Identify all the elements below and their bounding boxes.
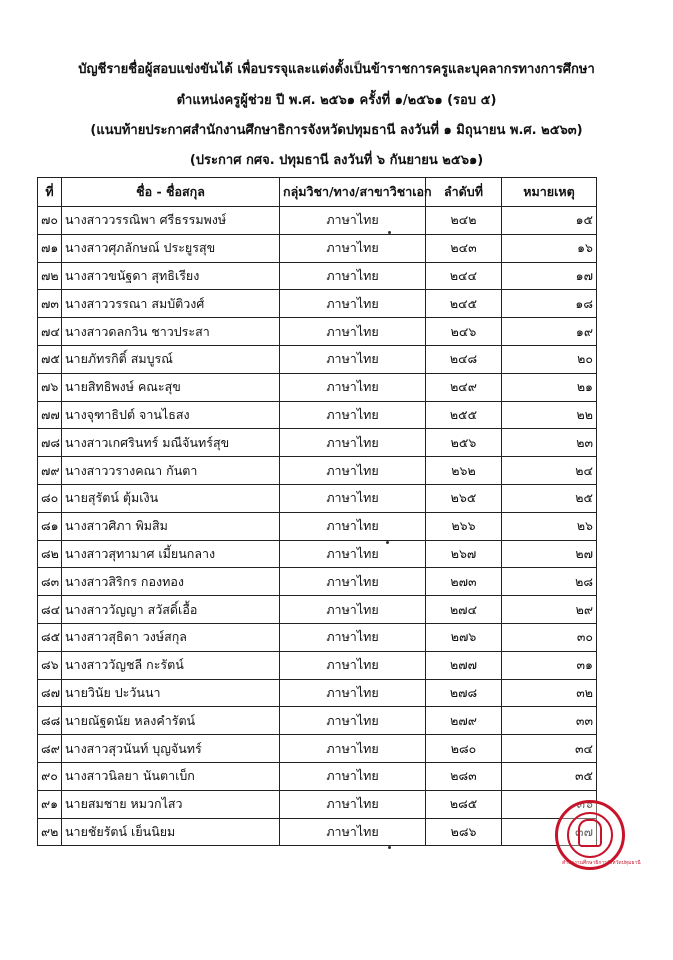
cell-rank: ๒๖๖ <box>426 512 502 540</box>
cell-no: ๘๐ <box>38 484 62 512</box>
cell-name: นางสาวเกศรินทร์ มณีจันทร์สุข <box>62 429 280 457</box>
cell-note: ๒๖ <box>502 512 597 540</box>
cell-no: ๗๘ <box>38 429 62 457</box>
cell-no: ๘๕ <box>38 623 62 651</box>
table-row <box>38 484 597 512</box>
cell-subject: ภาษาไทย <box>280 457 426 485</box>
cell-no: ๗๒ <box>38 262 62 290</box>
cell-subject: ภาษาไทย <box>280 762 426 790</box>
cell-rank: ๒๔๔ <box>426 262 502 290</box>
table-row <box>38 512 597 540</box>
cell-no: ๘๖ <box>38 651 62 679</box>
cell-rank: ๒๕๕ <box>426 401 502 429</box>
scan-speck <box>388 846 391 849</box>
cell-note: ๓๔ <box>502 735 597 763</box>
cell-no: ๘๔ <box>38 596 62 624</box>
cell-rank: ๒๗๗ <box>426 651 502 679</box>
candidate-table <box>37 177 597 846</box>
cell-subject: ภาษาไทย <box>280 234 426 262</box>
cell-no: ๗๗ <box>38 401 62 429</box>
column-header-name: ชื่อ - ชื่อสกุล <box>62 178 280 207</box>
cell-rank: ๒๕๖ <box>426 429 502 457</box>
cell-subject: ภาษาไทย <box>280 818 426 846</box>
table-row <box>38 345 597 373</box>
cell-note: ๒๙ <box>502 596 597 624</box>
cell-note: ๒๔ <box>502 457 597 485</box>
cell-name: นางสาววรางคณา กันตา <box>62 457 280 485</box>
cell-no: ๗๐ <box>38 207 62 235</box>
cell-note: ๑๙ <box>502 318 597 346</box>
cell-rank: ๒๔๒ <box>426 207 502 235</box>
table-row <box>38 262 597 290</box>
cell-no: ๘๙ <box>38 735 62 763</box>
cell-rank: ๒๖๒ <box>426 457 502 485</box>
cell-name: นายสมชาย หมวกไสว <box>62 790 280 818</box>
cell-name: นางสาวดลกวิน ชาวประสา <box>62 318 280 346</box>
table-row <box>38 540 597 568</box>
cell-name: นางสาวสุทามาศ เมี้ยนกลาง <box>62 540 280 568</box>
cell-name: นายชัยรัตน์ เย็นนิยม <box>62 818 280 846</box>
table-row <box>38 207 597 235</box>
cell-name: นางสาววรรณิพา ศรีธรรมพงษ์ <box>62 207 280 235</box>
table-row <box>38 457 597 485</box>
cell-no: ๘๓ <box>38 568 62 596</box>
cell-subject: ภาษาไทย <box>280 512 426 540</box>
header-attachment-line: (แนบท้ายประกาศสำนักงานศึกษาธิการจังหวัดปทุมธานี ลงวันที่ ๑ มิถุนายน พ.ศ. ๒๕๖๓) <box>90 123 583 138</box>
cell-no: ๗๕ <box>38 345 62 373</box>
cell-no: ๘๒ <box>38 540 62 568</box>
table-row <box>38 290 597 318</box>
cell-note: ๓๓ <box>502 707 597 735</box>
cell-note: ๓๖ <box>502 790 597 818</box>
cell-rank: ๒๔๓ <box>426 234 502 262</box>
cell-note: ๑๖ <box>502 234 597 262</box>
cell-name: นายสุรัตน์ ตุ้มเงิน <box>62 484 280 512</box>
cell-subject: ภาษาไทย <box>280 707 426 735</box>
cell-name: นางสาววัญชลี กะรัตน์ <box>62 651 280 679</box>
cell-name: นางสาวศิภา พิมสิม <box>62 512 280 540</box>
cell-no: ๗๖ <box>38 373 62 401</box>
cell-name: นางสาววัญญา สวัสดิ์เอื้อ <box>62 596 280 624</box>
table-row <box>38 762 597 790</box>
header-position-line: ตำแหน่งครูผู้ช่วย ปี พ.ศ. ๒๕๖๑ ครั้งที่ ๑/๒๕๖๑ (รอบ ๕) <box>176 93 497 108</box>
table-row <box>38 568 597 596</box>
cell-name: นายณัฐดนัย หลงคำรัตน์ <box>62 707 280 735</box>
column-header-rank: ลำดับที่ <box>426 178 502 207</box>
table-row <box>38 401 597 429</box>
cell-rank: ๒๗๓ <box>426 568 502 596</box>
seal-text: สำนักงานศึกษาธิการจังหวัดปทุมธานี <box>562 860 641 866</box>
table-row <box>38 679 597 707</box>
cell-no: ๗๓ <box>38 290 62 318</box>
header-announcement-line: (ประกาศ กศจ. ปทุมธานี ลงวันที่ ๖ กันยายน ๒๕๖๑) <box>189 153 484 168</box>
cell-name: นางสาวขนัฐดา สุทธิเรียง <box>62 262 280 290</box>
cell-name: นายสิทธิพงษ์ คณะสุข <box>62 373 280 401</box>
cell-rank: ๒๖๗ <box>426 540 502 568</box>
seal-emblem <box>578 819 602 847</box>
cell-subject: ภาษาไทย <box>280 429 426 457</box>
cell-subject: ภาษาไทย <box>280 735 426 763</box>
table-row <box>38 373 597 401</box>
column-header-note: หมายเหตุ <box>502 178 597 207</box>
cell-no: ๘๗ <box>38 679 62 707</box>
cell-subject: ภาษาไทย <box>280 596 426 624</box>
cell-note: ๒๒ <box>502 401 597 429</box>
cell-no: ๘๑ <box>38 512 62 540</box>
cell-note: ๑๗ <box>502 262 597 290</box>
cell-note: ๓๐ <box>502 623 597 651</box>
cell-note: ๑๕ <box>502 207 597 235</box>
cell-name: นางจุฑาธิปต์ จานไธสง <box>62 401 280 429</box>
cell-no: ๗๙ <box>38 457 62 485</box>
cell-name: นางสาวนิลยา นันตาเบ็ก <box>62 762 280 790</box>
cell-subject: ภาษาไทย <box>280 484 426 512</box>
table-row <box>38 234 597 262</box>
cell-note: ๓๑ <box>502 651 597 679</box>
cell-subject: ภาษาไทย <box>280 568 426 596</box>
cell-note: ๒๘ <box>502 568 597 596</box>
cell-subject: ภาษาไทย <box>280 373 426 401</box>
cell-no: ๙๐ <box>38 762 62 790</box>
cell-subject: ภาษาไทย <box>280 540 426 568</box>
cell-rank: ๒๔๖ <box>426 318 502 346</box>
cell-note: ๒๐ <box>502 345 597 373</box>
cell-rank: ๒๘๖ <box>426 818 502 846</box>
cell-note: ๓๒ <box>502 679 597 707</box>
table-row <box>38 735 597 763</box>
cell-rank: ๒๔๘ <box>426 345 502 373</box>
table-header-row <box>38 178 597 207</box>
cell-subject: ภาษาไทย <box>280 623 426 651</box>
cell-subject: ภาษาไทย <box>280 679 426 707</box>
table-row <box>38 818 597 846</box>
cell-subject: ภาษาไทย <box>280 290 426 318</box>
cell-note: ๒๗ <box>502 540 597 568</box>
cell-rank: ๒๔๙ <box>426 373 502 401</box>
cell-rank: ๒๖๕ <box>426 484 502 512</box>
cell-name: นายภัทรกิติ์ สมบูรณ์ <box>62 345 280 373</box>
cell-note: ๒๑ <box>502 373 597 401</box>
cell-rank: ๒๘๓ <box>426 762 502 790</box>
cell-subject: ภาษาไทย <box>280 401 426 429</box>
scan-speck <box>386 541 389 544</box>
table-row <box>38 651 597 679</box>
cell-subject: ภาษาไทย <box>280 262 426 290</box>
cell-name: นายวินัย ปะวันนา <box>62 679 280 707</box>
header-title-line: บัญชีรายชื่อผู้สอบแข่งขันได้ เพื่อบรรจุและแต่งตั้งเป็นข้าราชการครูและบุคลากรทางการศึกษา <box>78 62 595 77</box>
table-row <box>38 623 597 651</box>
cell-note: ๓๕ <box>502 762 597 790</box>
cell-name: นางสาวสิริกร กองทอง <box>62 568 280 596</box>
cell-no: ๙๑ <box>38 790 62 818</box>
cell-no: ๘๘ <box>38 707 62 735</box>
table-row <box>38 318 597 346</box>
cell-subject: ภาษาไทย <box>280 651 426 679</box>
table-row <box>38 596 597 624</box>
cell-note: ๑๘ <box>502 290 597 318</box>
cell-name: นางสาววรรณา สมบัติวงศ์ <box>62 290 280 318</box>
cell-rank: ๒๗๙ <box>426 707 502 735</box>
cell-name: นางสาวสุธิดา วงษ์สกุล <box>62 623 280 651</box>
cell-rank: ๒๗๔ <box>426 596 502 624</box>
cell-name: นางสาวศุภลักษณ์ ประยูรสุข <box>62 234 280 262</box>
table-row <box>38 790 597 818</box>
cell-rank: ๒๗๖ <box>426 623 502 651</box>
table-body <box>38 207 597 846</box>
official-seal-icon <box>555 800 641 870</box>
scan-speck <box>388 231 391 234</box>
cell-rank: ๒๗๘ <box>426 679 502 707</box>
cell-subject: ภาษาไทย <box>280 790 426 818</box>
column-header-subject: กลุ่มวิชา/ทาง/สาขาวิชาเอก <box>280 178 426 207</box>
cell-rank: ๒๘๕ <box>426 790 502 818</box>
cell-no: ๗๑ <box>38 234 62 262</box>
cell-note: ๓๗ <box>502 818 597 846</box>
cell-subject: ภาษาไทย <box>280 345 426 373</box>
cell-rank: ๒๔๕ <box>426 290 502 318</box>
table-row <box>38 429 597 457</box>
cell-subject: ภาษาไทย <box>280 207 426 235</box>
cell-no: ๙๒ <box>38 818 62 846</box>
cell-no: ๗๔ <box>38 318 62 346</box>
cell-note: ๒๕ <box>502 484 597 512</box>
cell-note: ๒๓ <box>502 429 597 457</box>
table-row <box>38 707 597 735</box>
column-header-no: ที่ <box>38 178 62 207</box>
cell-name: นางสาวสุวนันท์ บุญจันทร์ <box>62 735 280 763</box>
cell-rank: ๒๘๐ <box>426 735 502 763</box>
cell-subject: ภาษาไทย <box>280 318 426 346</box>
